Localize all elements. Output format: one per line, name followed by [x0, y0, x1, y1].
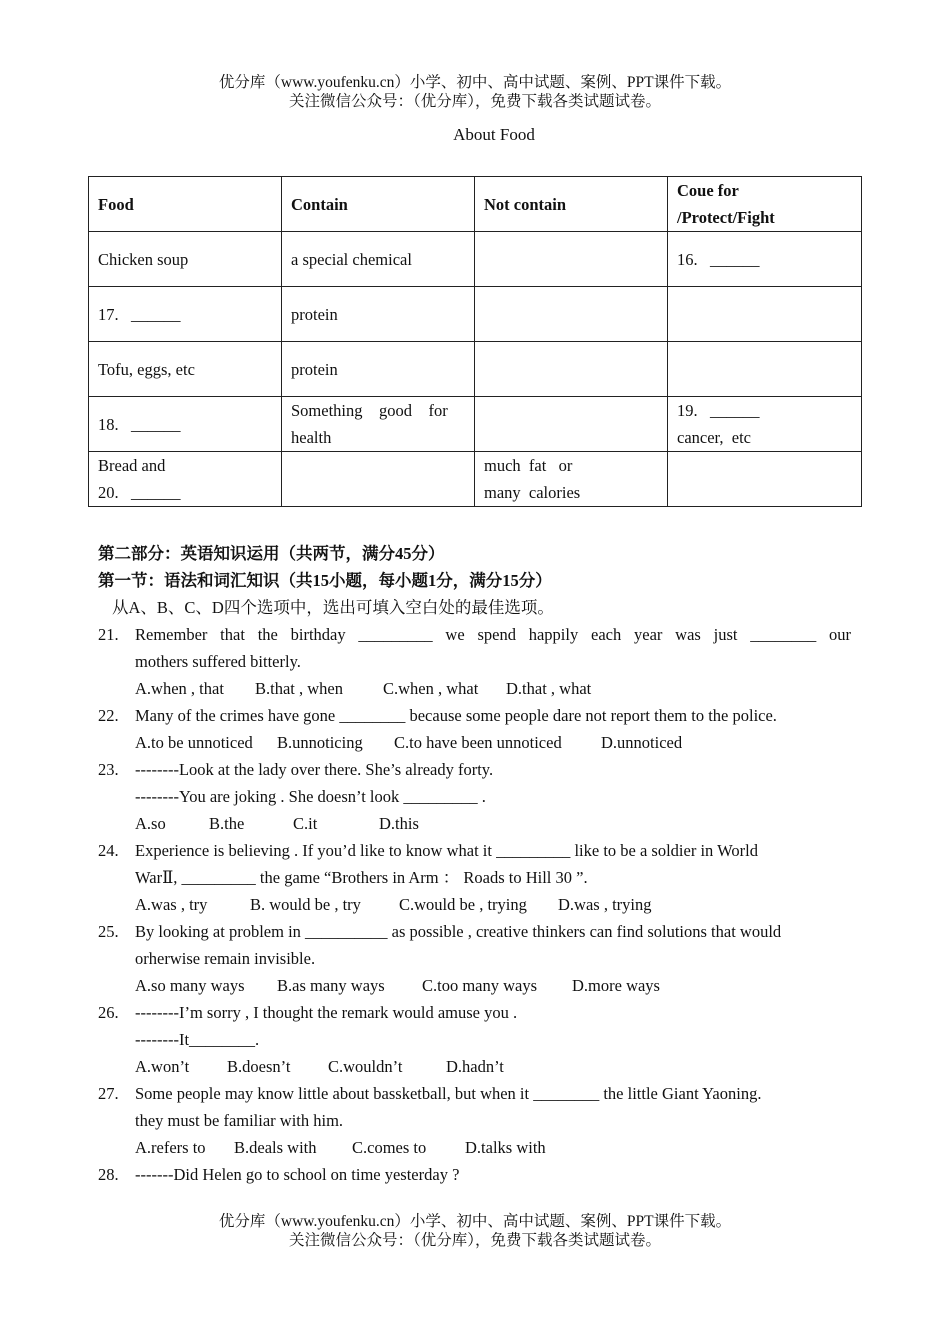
cell-cure	[668, 452, 862, 507]
option-c: C.it	[293, 814, 318, 833]
question-text: --------You are joking . She doesn’t look _________ .	[135, 787, 486, 806]
question-options	[135, 729, 682, 756]
option-c: C.wouldn’t	[328, 1057, 403, 1076]
header-not-contain: Not contain	[475, 177, 668, 232]
option-d: D.that , what	[506, 679, 592, 698]
header-cure	[668, 177, 862, 232]
cell-not-contain	[475, 397, 668, 452]
option-b: B.doesn’t	[227, 1057, 291, 1076]
option-b: B. would be , try	[250, 895, 361, 914]
header-cure-line-2: /Protect/Fight	[677, 208, 775, 227]
instruction: 从A、B、C、D四个选项中，选出可填入空白处的最佳选项。	[112, 598, 554, 617]
cell-food: 17. ______	[89, 287, 282, 342]
cell-not-contain	[475, 452, 668, 507]
question-text: Some people may know little about bassketball, but when it ________ the little Giant Yaoning.	[135, 1084, 762, 1103]
option-d: D.hadn’t	[446, 1057, 504, 1076]
page-header	[0, 73, 950, 111]
option-c: C.when , what	[383, 679, 479, 698]
cell-not-contain	[475, 287, 668, 342]
question-text: By looking at problem in __________ as possible , creative thinkers can find solutions that would	[135, 922, 782, 941]
question-text: --------Look at the lady over there. She’s already forty.	[135, 760, 494, 779]
cell-not-contain	[475, 232, 668, 287]
option-a: A.so many ways	[135, 976, 245, 995]
document-title: About Food	[453, 125, 535, 144]
question-options	[135, 972, 660, 999]
question-number: 26.	[98, 1003, 119, 1022]
question-text: Experience is believing . If you’d like to know what it _________ like to be a soldier in World	[135, 841, 758, 860]
footer-line-1: 优分库（www.youfenku.cn）小学、初中、高中试题、案例、PPT课件下载。	[218, 1213, 732, 1230]
option-a: A.so	[135, 814, 166, 833]
table-row	[89, 287, 862, 342]
question-text: --------It________.	[135, 1030, 260, 1049]
cell-contain-line-1: Something good for	[291, 401, 448, 420]
question-text: --------I’m sorry , I thought the remark would amuse you .	[135, 1003, 518, 1022]
question-number: 27.	[98, 1084, 119, 1103]
header-food: Food	[89, 177, 282, 232]
question-text: mothers suffered bitterly.	[135, 652, 301, 671]
header-line-2: 关注微信公众号：（优分库），免费下载各类试题试卷。	[288, 93, 661, 110]
option-c: C.comes to	[352, 1138, 427, 1157]
question-number: 23.	[98, 760, 119, 779]
question-number: 22.	[98, 706, 119, 725]
page-footer	[0, 1212, 950, 1250]
question-text: Remember that the birthday _________ we spend happily each year was just ________ our	[135, 625, 851, 644]
option-b: B.unnoticing	[277, 733, 363, 752]
option-c: C.to have been unnoticed	[394, 733, 562, 752]
cell-cure	[668, 287, 862, 342]
cell-cure-line-1: 19. ______	[677, 401, 760, 420]
cell-contain	[282, 397, 475, 452]
question-number: 24.	[98, 841, 119, 860]
question-number: 21.	[98, 625, 119, 644]
option-c: C.would be , trying	[399, 895, 527, 914]
header-contain: Contain	[282, 177, 475, 232]
option-a: A.when , that	[135, 679, 224, 698]
cell-food: 18. ______	[89, 397, 282, 452]
question-options	[135, 1053, 504, 1080]
option-d: D.was , trying	[558, 895, 652, 914]
option-d: D.more ways	[572, 976, 660, 995]
question-options	[135, 1134, 546, 1161]
question-text: orherwise remain invisible.	[135, 949, 316, 968]
question-text: WarⅡ, _________ the game “Brothers in Arm ： Roads to Hill 30 ”.	[135, 868, 588, 887]
question-options	[135, 891, 652, 918]
food-table	[88, 176, 862, 507]
table-row	[89, 232, 862, 287]
table-row	[89, 452, 862, 507]
option-a: A.to be unnoticed	[135, 733, 253, 752]
cell-food	[89, 452, 282, 507]
cell-contain: protein	[282, 342, 475, 397]
cell-cure	[668, 397, 862, 452]
question-number: 28.	[98, 1165, 119, 1184]
table-row	[89, 397, 862, 452]
option-d: D.this	[379, 814, 419, 833]
cell-food: Chicken soup	[89, 232, 282, 287]
cell-contain-line-2: health	[291, 428, 332, 447]
question-text: they must be familiar with him.	[135, 1111, 344, 1130]
part-title: 第二部分：英语知识运用（共两节，满分45分）	[98, 544, 445, 563]
question-options	[135, 675, 591, 702]
question-text: -------Did Helen go to school on time yesterday ?	[135, 1165, 460, 1184]
cell-food: Tofu, eggs, etc	[89, 342, 282, 397]
option-b: B.that , when	[255, 679, 343, 698]
cell-not-contain-line-1: much fat or	[484, 456, 573, 475]
option-a: A.won’t	[135, 1057, 190, 1076]
cell-not-contain	[475, 342, 668, 397]
question-text: Many of the crimes have gone ________ because some people dare not report them to the police.	[135, 706, 777, 725]
option-d: D.talks with	[465, 1138, 546, 1157]
option-b: B.deals with	[234, 1138, 317, 1157]
option-a: A.refers to	[135, 1138, 206, 1157]
header-line-1: 优分库（www.youfenku.cn）小学、初中、高中试题、案例、PPT课件下载。	[218, 74, 732, 91]
cell-contain	[282, 452, 475, 507]
option-a: A.was , try	[135, 895, 208, 914]
table-header-row	[89, 177, 862, 232]
header-cure-line-1: Coue for	[677, 181, 739, 200]
cell-food-line-2: 20. ______	[98, 483, 181, 502]
cell-contain: a special chemical	[282, 232, 475, 287]
cell-not-contain-line-2: many calories	[484, 483, 581, 502]
footer-line-2: 关注微信公众号：（优分库），免费下载各类试题试卷。	[288, 1232, 661, 1249]
option-c: C.too many ways	[422, 976, 538, 995]
option-b: B.the	[209, 814, 245, 833]
cell-food-line-1: Bread and	[98, 456, 166, 475]
question-number: 25.	[98, 922, 119, 941]
table-row	[89, 342, 862, 397]
cell-cure: 16. ______	[668, 232, 862, 287]
section-title: 第一节：语法和词汇知识（共15小题，每小题1分，满分15分）	[98, 571, 552, 590]
cell-contain: protein	[282, 287, 475, 342]
cell-cure	[668, 342, 862, 397]
option-b: B.as many ways	[277, 976, 385, 995]
question-options	[135, 810, 419, 837]
option-d: D.unnoticed	[601, 733, 683, 752]
cell-cure-line-2: cancer, etc	[677, 428, 751, 447]
